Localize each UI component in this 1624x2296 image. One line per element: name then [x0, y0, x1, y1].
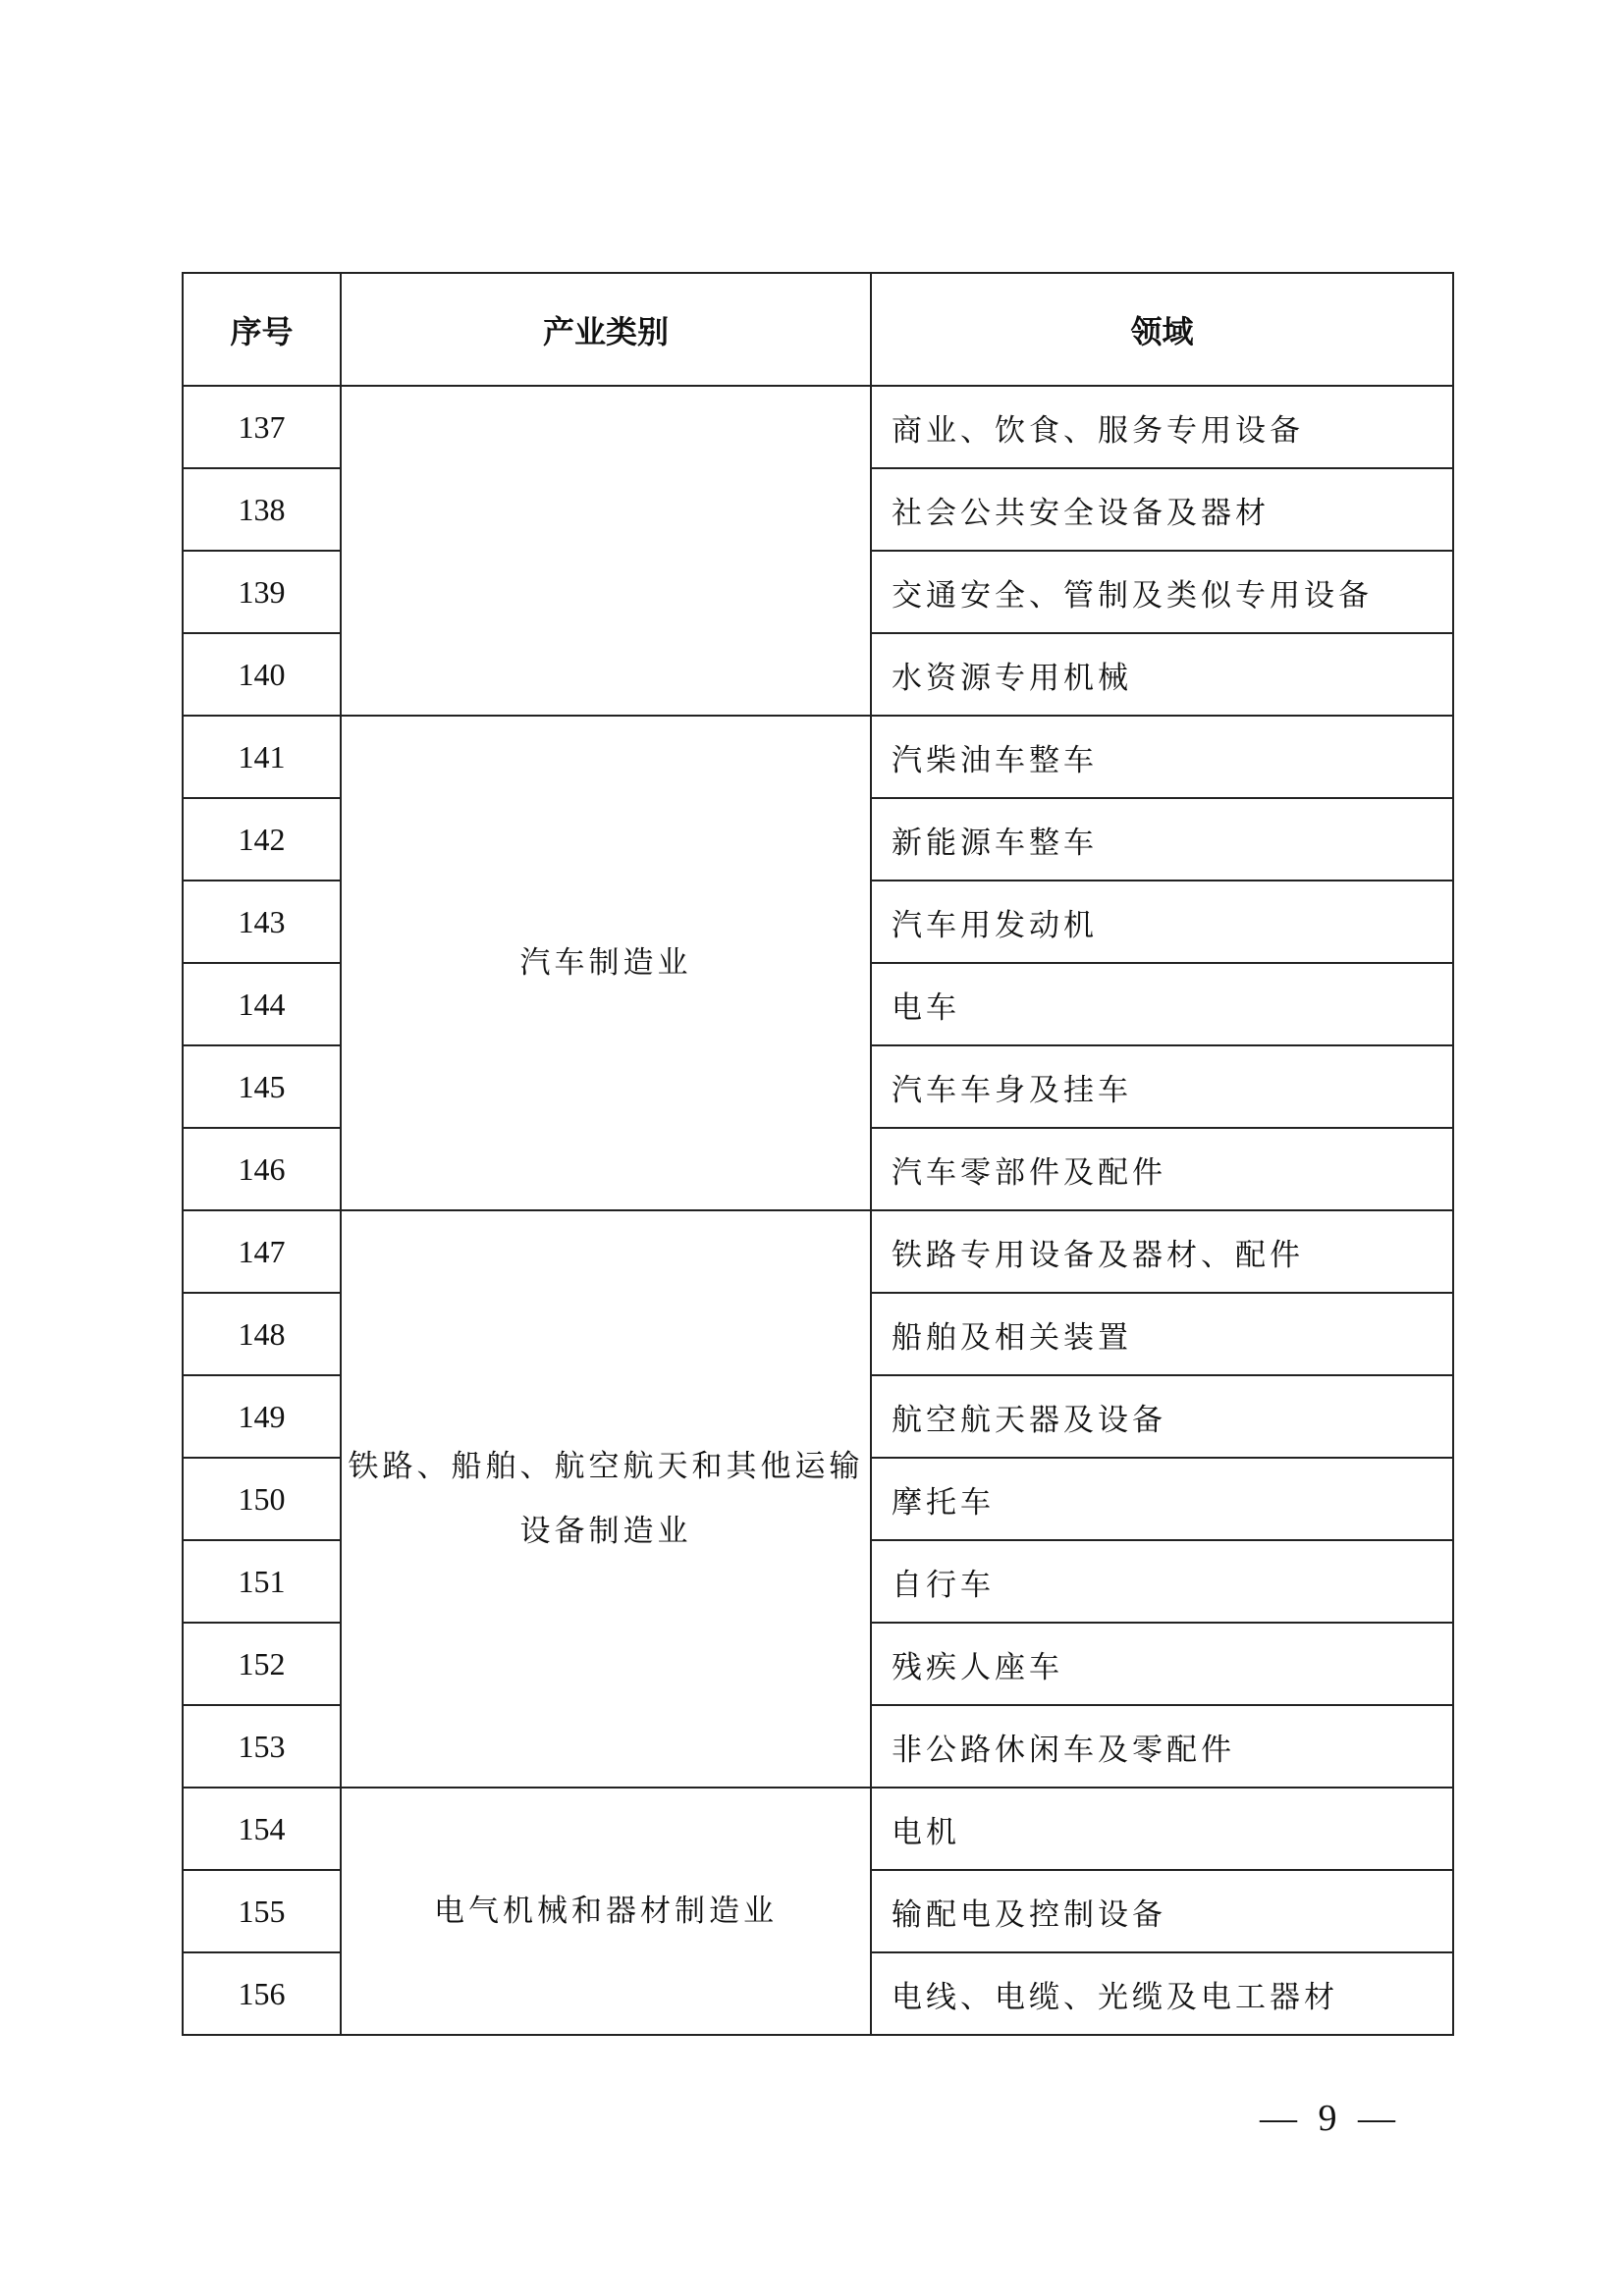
field-cell: 水资源专用机械	[871, 633, 1453, 716]
field-cell: 商业、饮食、服务专用设备	[871, 386, 1453, 468]
row-number: 154	[183, 1788, 341, 1870]
field-cell: 残疾人座车	[871, 1623, 1453, 1705]
field-cell: 电车	[871, 963, 1453, 1045]
row-number: 138	[183, 468, 341, 551]
field-cell: 船舶及相关装置	[871, 1293, 1453, 1375]
row-number: 143	[183, 881, 341, 963]
row-number: 155	[183, 1870, 341, 1952]
header-index: 序号	[183, 273, 341, 386]
field-cell: 铁路专用设备及器材、配件	[871, 1210, 1453, 1293]
category-cell: 铁路、船舶、航空航天和其他运输设备制造业	[341, 1210, 871, 1788]
row-number: 153	[183, 1705, 341, 1788]
field-cell: 摩托车	[871, 1458, 1453, 1540]
header-category: 产业类别	[341, 273, 871, 386]
table-row	[183, 716, 1453, 798]
row-number: 149	[183, 1375, 341, 1458]
field-cell: 汽车零部件及配件	[871, 1128, 1453, 1210]
table-row	[183, 1788, 1453, 1870]
field-cell: 汽柴油车整车	[871, 716, 1453, 798]
row-number: 148	[183, 1293, 341, 1375]
field-cell: 非公路休闲车及零配件	[871, 1705, 1453, 1788]
row-number: 139	[183, 551, 341, 633]
row-number: 145	[183, 1045, 341, 1128]
row-number: 151	[183, 1540, 341, 1623]
row-number: 142	[183, 798, 341, 881]
field-cell: 新能源车整车	[871, 798, 1453, 881]
row-number: 150	[183, 1458, 341, 1540]
category-cell: 汽车制造业	[341, 716, 871, 1210]
page-number: — 9 —	[1260, 2098, 1401, 2139]
row-number: 140	[183, 633, 341, 716]
row-number: 147	[183, 1210, 341, 1293]
field-cell: 汽车车身及挂车	[871, 1045, 1453, 1128]
row-number: 144	[183, 963, 341, 1045]
table-header-row	[183, 273, 1453, 386]
row-number: 137	[183, 386, 341, 468]
field-cell: 电机	[871, 1788, 1453, 1870]
field-cell: 社会公共安全设备及器材	[871, 468, 1453, 551]
row-number: 146	[183, 1128, 341, 1210]
row-number: 152	[183, 1623, 341, 1705]
field-cell: 自行车	[871, 1540, 1453, 1623]
row-number: 156	[183, 1952, 341, 2035]
field-cell: 汽车用发动机	[871, 881, 1453, 963]
industry-table	[182, 272, 1454, 2036]
field-cell: 航空航天器及设备	[871, 1375, 1453, 1458]
field-cell: 交通安全、管制及类似专用设备	[871, 551, 1453, 633]
field-cell: 输配电及控制设备	[871, 1870, 1453, 1952]
table-row	[183, 1210, 1453, 1293]
header-field: 领域	[871, 273, 1453, 386]
category-cell: 电气机械和器材制造业	[341, 1788, 871, 2035]
row-number: 141	[183, 716, 341, 798]
field-cell: 电线、电缆、光缆及电工器材	[871, 1952, 1453, 2035]
table-row	[183, 386, 1453, 468]
category-cell	[341, 386, 871, 716]
